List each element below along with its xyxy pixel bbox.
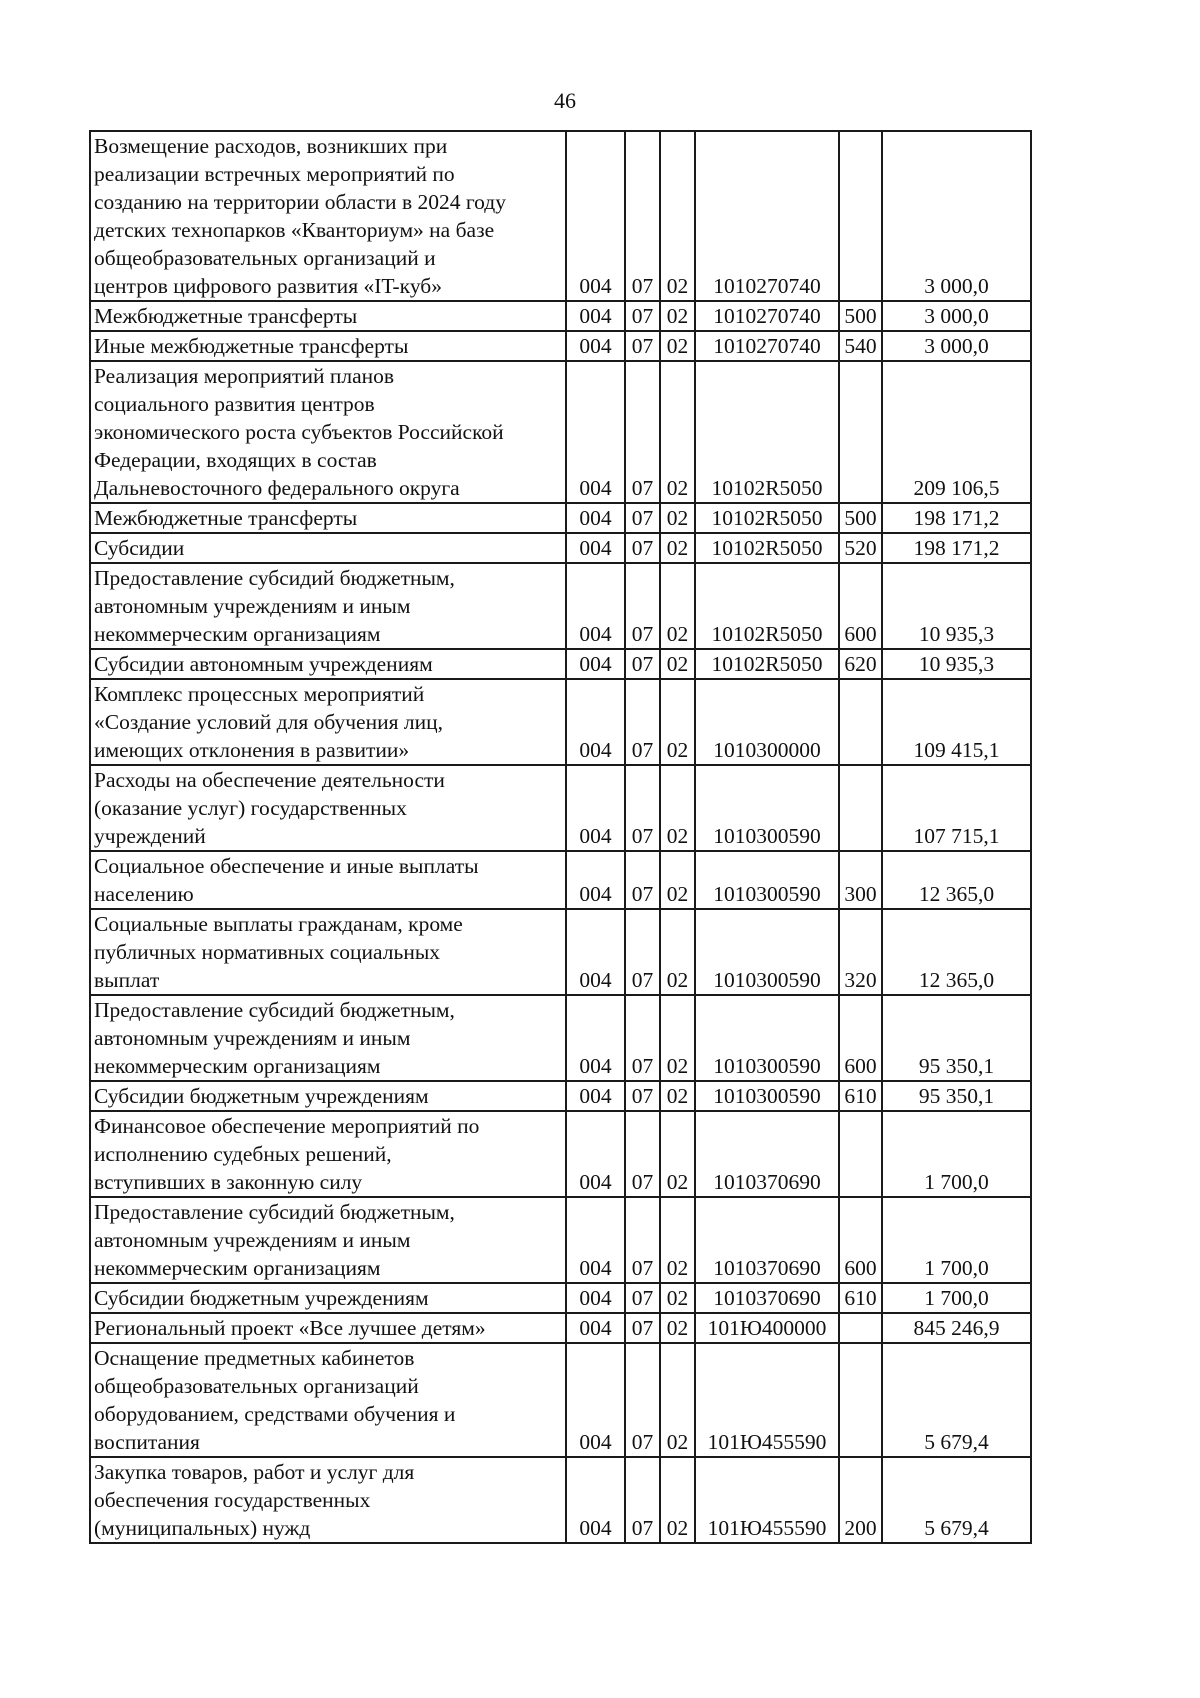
- row-name: Закупка товаров, работ и услуг для обеспечения государственных (муниципальных) нужд: [90, 1457, 566, 1543]
- table-row: [90, 995, 1031, 1081]
- row-name: Оснащение предметных кабинетов общеобразовательных организаций оборудованием, средствами обучения и воспитания: [90, 1343, 566, 1457]
- row-subsection-code: 02: [660, 1111, 695, 1197]
- table-row: [90, 301, 1031, 331]
- row-section-code: 07: [625, 131, 660, 301]
- row-name: Субсидии бюджетным учреждениям: [90, 1283, 566, 1313]
- row-amount: 1 700,0: [882, 1111, 1031, 1197]
- row-admin-code: 004: [566, 331, 625, 361]
- row-admin-code: 004: [566, 649, 625, 679]
- row-amount: 109 415,1: [882, 679, 1031, 765]
- row-name: Социальные выплаты гражданам, кроме публичных нормативных социальных выплат: [90, 909, 566, 995]
- page-number: 46: [554, 88, 576, 113]
- row-expense-type: [839, 1343, 882, 1457]
- row-amount: 107 715,1: [882, 765, 1031, 851]
- row-expense-type: 300: [839, 851, 882, 909]
- table-row: [90, 1111, 1031, 1197]
- row-target-code: 1010300590: [695, 765, 839, 851]
- row-section-code: 07: [625, 1313, 660, 1343]
- row-amount: 5 679,4: [882, 1343, 1031, 1457]
- row-section-code: 07: [625, 1111, 660, 1197]
- row-admin-code: 004: [566, 1283, 625, 1313]
- row-subsection-code: 02: [660, 503, 695, 533]
- row-section-code: 07: [625, 533, 660, 563]
- table-row: [90, 1343, 1031, 1457]
- row-target-code: 1010270740: [695, 131, 839, 301]
- row-admin-code: 004: [566, 1313, 625, 1343]
- row-expense-type: 520: [839, 533, 882, 563]
- row-admin-code: 004: [566, 765, 625, 851]
- table-row: [90, 1457, 1031, 1543]
- row-target-code: 101Ю455590: [695, 1343, 839, 1457]
- row-section-code: 07: [625, 1343, 660, 1457]
- row-expense-type: 540: [839, 331, 882, 361]
- row-target-code: 1010270740: [695, 301, 839, 331]
- row-amount: 95 350,1: [882, 1081, 1031, 1111]
- row-subsection-code: 02: [660, 765, 695, 851]
- row-amount: 3 000,0: [882, 331, 1031, 361]
- row-subsection-code: 02: [660, 909, 695, 995]
- row-admin-code: 004: [566, 361, 625, 503]
- budget-table-body: [90, 131, 1031, 1543]
- row-target-code: 10102R5050: [695, 649, 839, 679]
- row-section-code: 07: [625, 301, 660, 331]
- row-admin-code: 004: [566, 909, 625, 995]
- row-subsection-code: 02: [660, 1457, 695, 1543]
- row-section-code: 07: [625, 563, 660, 649]
- row-expense-type: [839, 679, 882, 765]
- row-amount: 12 365,0: [882, 909, 1031, 995]
- row-subsection-code: 02: [660, 1283, 695, 1313]
- row-name: Предоставление субсидий бюджетным, автономным учреждениям и иным некоммерческим организациям: [90, 1197, 566, 1283]
- row-admin-code: 004: [566, 301, 625, 331]
- row-target-code: 10102R5050: [695, 563, 839, 649]
- row-amount: 10 935,3: [882, 563, 1031, 649]
- row-name: Финансовое обеспечение мероприятий по исполнению судебных решений, вступивших в законную силу: [90, 1111, 566, 1197]
- row-admin-code: 004: [566, 1111, 625, 1197]
- row-admin-code: 004: [566, 995, 625, 1081]
- table-row: [90, 331, 1031, 361]
- row-subsection-code: 02: [660, 649, 695, 679]
- table-row: [90, 563, 1031, 649]
- row-expense-type: [839, 765, 882, 851]
- row-subsection-code: 02: [660, 131, 695, 301]
- row-section-code: 07: [625, 503, 660, 533]
- row-target-code: 1010300590: [695, 1081, 839, 1111]
- row-name: Субсидии: [90, 533, 566, 563]
- row-amount: 209 106,5: [882, 361, 1031, 503]
- row-target-code: 1010370690: [695, 1111, 839, 1197]
- row-subsection-code: 02: [660, 679, 695, 765]
- row-name: Субсидии бюджетным учреждениям: [90, 1081, 566, 1111]
- table-row: [90, 909, 1031, 995]
- row-section-code: 07: [625, 1283, 660, 1313]
- row-expense-type: [839, 1313, 882, 1343]
- row-expense-type: 200: [839, 1457, 882, 1543]
- row-section-code: 07: [625, 361, 660, 503]
- row-target-code: 1010300590: [695, 995, 839, 1081]
- table-row: [90, 361, 1031, 503]
- row-name: Комплекс процессных мероприятий «Создание условий для обучения лиц, имеющих отклонения в развитии»: [90, 679, 566, 765]
- row-target-code: 10102R5050: [695, 361, 839, 503]
- table-row: [90, 1197, 1031, 1283]
- row-target-code: 10102R5050: [695, 503, 839, 533]
- row-name: Расходы на обеспечение деятельности (оказание услуг) государственных учреждений: [90, 765, 566, 851]
- row-subsection-code: 02: [660, 331, 695, 361]
- row-name: Реализация мероприятий планов социального развития центров экономического роста субъектов Российской Федерации, входящих в состав Дальневосточного федерального округа: [90, 361, 566, 503]
- row-admin-code: 004: [566, 1081, 625, 1111]
- row-expense-type: [839, 1111, 882, 1197]
- row-target-code: 101Ю400000: [695, 1313, 839, 1343]
- table-row: [90, 503, 1031, 533]
- row-section-code: 07: [625, 331, 660, 361]
- row-expense-type: 600: [839, 563, 882, 649]
- table-row: [90, 649, 1031, 679]
- row-name: Иные межбюджетные трансферты: [90, 331, 566, 361]
- row-expense-type: [839, 361, 882, 503]
- table-row: [90, 1283, 1031, 1313]
- row-subsection-code: 02: [660, 1081, 695, 1111]
- row-section-code: 07: [625, 851, 660, 909]
- row-amount: 12 365,0: [882, 851, 1031, 909]
- row-subsection-code: 02: [660, 1313, 695, 1343]
- row-amount: 3 000,0: [882, 301, 1031, 331]
- row-subsection-code: 02: [660, 301, 695, 331]
- table-row: [90, 131, 1031, 301]
- row-amount: 845 246,9: [882, 1313, 1031, 1343]
- row-subsection-code: 02: [660, 995, 695, 1081]
- row-target-code: 1010270740: [695, 331, 839, 361]
- row-admin-code: 004: [566, 1343, 625, 1457]
- row-target-code: 1010300590: [695, 851, 839, 909]
- row-admin-code: 004: [566, 533, 625, 563]
- table-row: [90, 679, 1031, 765]
- row-name: Предоставление субсидий бюджетным, автономным учреждениям и иным некоммерческим организациям: [90, 563, 566, 649]
- row-admin-code: 004: [566, 851, 625, 909]
- row-expense-type: 600: [839, 1197, 882, 1283]
- row-admin-code: 004: [566, 679, 625, 765]
- row-amount: 10 935,3: [882, 649, 1031, 679]
- row-expense-type: 620: [839, 649, 882, 679]
- row-amount: 5 679,4: [882, 1457, 1031, 1543]
- row-expense-type: 500: [839, 301, 882, 331]
- row-name: Межбюджетные трансферты: [90, 301, 566, 331]
- row-admin-code: 004: [566, 131, 625, 301]
- row-section-code: 07: [625, 649, 660, 679]
- row-section-code: 07: [625, 1457, 660, 1543]
- row-amount: 198 171,2: [882, 533, 1031, 563]
- row-subsection-code: 02: [660, 1343, 695, 1457]
- row-subsection-code: 02: [660, 533, 695, 563]
- row-amount: 95 350,1: [882, 995, 1031, 1081]
- row-admin-code: 004: [566, 1457, 625, 1543]
- table-row: [90, 1081, 1031, 1111]
- row-amount: 198 171,2: [882, 503, 1031, 533]
- row-target-code: 10102R5050: [695, 533, 839, 563]
- row-name: Региональный проект «Все лучшее детям»: [90, 1313, 566, 1343]
- row-name: Межбюджетные трансферты: [90, 503, 566, 533]
- row-name: Субсидии автономным учреждениям: [90, 649, 566, 679]
- row-subsection-code: 02: [660, 1197, 695, 1283]
- row-name: Предоставление субсидий бюджетным, автономным учреждениям и иным некоммерческим организациям: [90, 995, 566, 1081]
- row-section-code: 07: [625, 909, 660, 995]
- row-admin-code: 004: [566, 1197, 625, 1283]
- table-row: [90, 851, 1031, 909]
- table-row: [90, 765, 1031, 851]
- row-name: Возмещение расходов, возникших при реализации встречных мероприятий по созданию на территории области в 2024 году детских технопарков «Кванториум» на базе общеобразовательных организаций и центров цифрового развития «IT-куб»: [90, 131, 566, 301]
- row-section-code: 07: [625, 995, 660, 1081]
- row-section-code: 07: [625, 1081, 660, 1111]
- row-amount: 1 700,0: [882, 1283, 1031, 1313]
- row-subsection-code: 02: [660, 563, 695, 649]
- row-section-code: 07: [625, 765, 660, 851]
- row-section-code: 07: [625, 1197, 660, 1283]
- row-target-code: 1010300590: [695, 909, 839, 995]
- row-expense-type: 600: [839, 995, 882, 1081]
- row-admin-code: 004: [566, 563, 625, 649]
- row-target-code: 1010370690: [695, 1283, 839, 1313]
- row-name: Социальное обеспечение и иные выплаты населению: [90, 851, 566, 909]
- table-row: [90, 1313, 1031, 1343]
- row-expense-type: 610: [839, 1081, 882, 1111]
- row-subsection-code: 02: [660, 851, 695, 909]
- row-target-code: 1010300000: [695, 679, 839, 765]
- row-target-code: 1010370690: [695, 1197, 839, 1283]
- budget-table: [89, 130, 1032, 1544]
- row-expense-type: 320: [839, 909, 882, 995]
- row-expense-type: 500: [839, 503, 882, 533]
- row-expense-type: 610: [839, 1283, 882, 1313]
- row-admin-code: 004: [566, 503, 625, 533]
- table-row: [90, 533, 1031, 563]
- row-amount: 3 000,0: [882, 131, 1031, 301]
- row-amount: 1 700,0: [882, 1197, 1031, 1283]
- row-expense-type: [839, 131, 882, 301]
- row-subsection-code: 02: [660, 361, 695, 503]
- row-target-code: 101Ю455590: [695, 1457, 839, 1543]
- row-section-code: 07: [625, 679, 660, 765]
